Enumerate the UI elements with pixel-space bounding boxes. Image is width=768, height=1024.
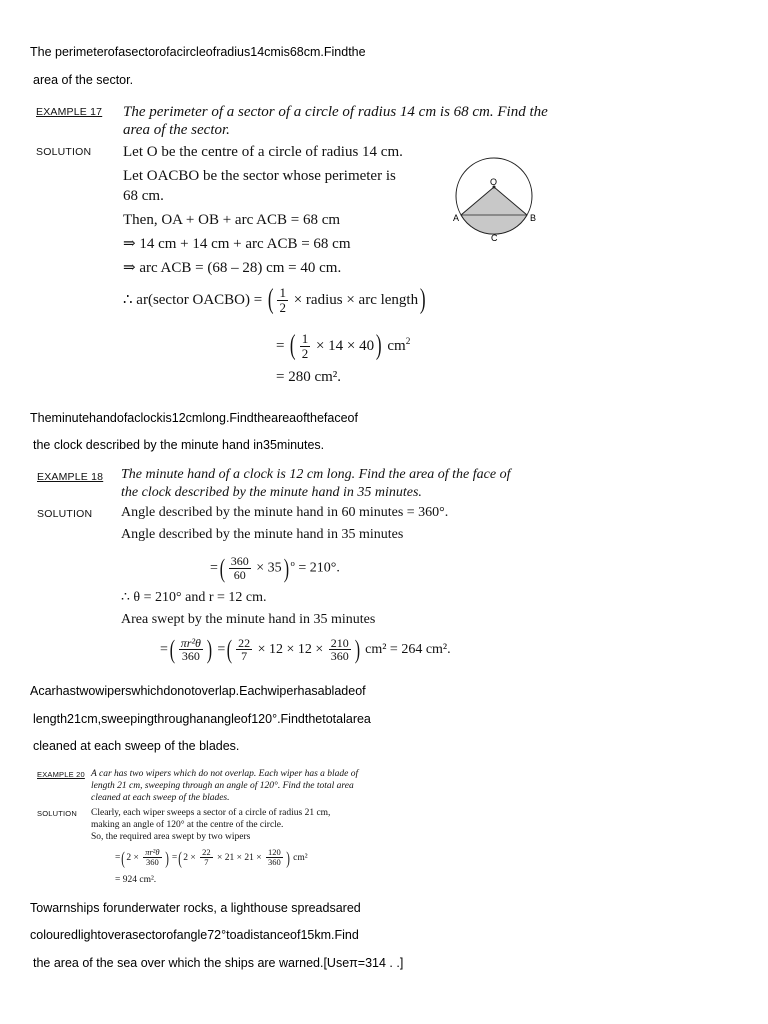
example-17-step-3: Then, OA + OB + arc ACB = 68 cm bbox=[123, 212, 341, 228]
example-20-step-5: = 924 cm². bbox=[115, 875, 157, 885]
fraction-numerator: 360 bbox=[230, 554, 249, 569]
example-17-step-8: = 280 cm². bbox=[276, 369, 342, 385]
example-17-step-4: ⇒ 14 cm + 14 cm + arc ACB = 68 cm bbox=[123, 236, 351, 252]
example-20-step-1: Clearly, each wiper sweeps a sector of a circle of radius 21 cm, bbox=[91, 808, 331, 818]
example-17-step-5: ⇒ arc ACB = (68 – 28) cm = 40 cm. bbox=[123, 260, 342, 276]
example-18-step-2: Angle described by the minute hand in 35 minutes bbox=[121, 527, 404, 542]
question-4-line-2: colouredlightoverasectorofangle72°toadistanceof15km.Find bbox=[30, 928, 359, 942]
label-c: C bbox=[491, 233, 498, 243]
example-18-step-6-result: cm² = 264 cm². bbox=[365, 642, 451, 657]
label-o: O bbox=[490, 177, 498, 187]
example-20-label: EXAMPLE 20 bbox=[37, 770, 85, 779]
fraction-denominator: 7 bbox=[241, 649, 248, 664]
example-20-step-4-factor: 2 × bbox=[126, 853, 139, 863]
example-20-step-4-product: × 21 × 21 × bbox=[217, 853, 262, 863]
question-4-line-3: the area of the sea over which the ships are warned.[Useπ=314 . .] bbox=[33, 956, 404, 970]
example-20-title-2: length 21 cm, sweeping through an angle of 120°. Find the total area bbox=[91, 781, 354, 791]
question-1-line-2: area of the sector. bbox=[33, 73, 134, 87]
example-17-title-2: area of the sector. bbox=[123, 122, 230, 138]
question-2-line-1: Theminutehandofaclockis12cmlong.Findtheareaofthefaceof bbox=[30, 411, 358, 425]
example-20-step-4-factor-2: 2 × bbox=[183, 853, 196, 863]
question-3-line-3: cleaned at each sweep of the blades. bbox=[33, 739, 240, 753]
example-20-step-3: So, the required area swept by two wipers bbox=[91, 832, 251, 842]
fraction-numerator: 120 bbox=[267, 847, 281, 858]
example-17-step-6: ∴ ar(sector OACBO) = ( $\frac{1}{2}$ × radius × arc length) bbox=[123, 284, 426, 316]
example-18-title-1: The minute hand of a clock is 12 cm long. Find the area of the face of bbox=[121, 467, 511, 482]
example-18-step-6: =( $\frac{\text{πr²θ}}{360}$ ) =( $\frac{22}{7}$ × 12 × 12 × $\frac{210}{360}$ ) cm² = 264 cm². bbox=[160, 634, 451, 665]
question-3-line-1: Acarhastwowiperswhichdonotoverlap.Eachwiperhasabladeof bbox=[30, 684, 366, 698]
example-18-step-3: =( $\frac{360}{60}$ × 35) $^o$ = 210°. bbox=[210, 553, 340, 584]
example-17-step-7-unit: cm bbox=[387, 338, 406, 354]
example-20-solution-label: SOLUTION bbox=[37, 809, 77, 818]
example-18-label: EXAMPLE 18 bbox=[37, 471, 104, 483]
fraction-numerator: 1 bbox=[279, 285, 286, 301]
example-18-step-5: Area swept by the minute hand in 35 minutes bbox=[121, 612, 376, 627]
example-17-title-1: The perimeter of a sector of a circle of radius 14 cm is 68 cm. Find the bbox=[123, 104, 548, 120]
example-20-title-3: cleaned at each sweep of the blades. bbox=[91, 793, 230, 803]
example-18-step-3-result: = 210°. bbox=[298, 560, 340, 576]
fraction-denominator: 360 bbox=[267, 857, 281, 868]
example-20-title-1: A car has two wipers which do not overlap. Each wiper has a blade of bbox=[91, 769, 359, 779]
fraction-denominator: 360 bbox=[146, 857, 159, 868]
fraction-numerator: 22 bbox=[238, 635, 251, 650]
label-a: A bbox=[453, 213, 460, 223]
fraction-denominator: 360 bbox=[330, 649, 349, 664]
example-18-solution-label: SOLUTION bbox=[37, 508, 93, 520]
question-3-line-2: length21cm,sweepingthroughanangleof120°.Findthetotalarea bbox=[33, 712, 371, 726]
example-18-step-6-product: × 12 × 12 × bbox=[257, 642, 324, 657]
example-17-step-7-eq: = bbox=[276, 338, 285, 354]
example-17-step-6-suffix: × radius × arc length bbox=[293, 292, 419, 308]
example-17-label: EXAMPLE 17 bbox=[36, 106, 103, 118]
example-17-step-1: Let O be the centre of a circle of radius 14 cm. bbox=[123, 144, 403, 160]
example-17-step-2b: 68 cm. bbox=[123, 188, 164, 204]
sector-shaded bbox=[461, 187, 527, 234]
example-20-step-4-unit: cm² bbox=[293, 853, 308, 863]
example-18-title-2: the clock described by the minute hand in 35 minutes. bbox=[121, 485, 422, 500]
fraction-numerator: 1 bbox=[301, 331, 309, 347]
example-17-step-6-prefix: ∴ ar(sector OACBO) = bbox=[123, 292, 263, 308]
example-18-step-1: Angle described by the minute hand in 60 minutes = 360°. bbox=[121, 505, 449, 520]
fraction-denominator: 7 bbox=[204, 857, 209, 868]
example-17-step-7: = ( $\frac{1}{2}$ × 14 × 40) $cm^2$ bbox=[276, 330, 411, 362]
fraction-denominator: 2 bbox=[279, 300, 286, 316]
example-17-step-7-product: × 14 × 40 bbox=[315, 338, 375, 354]
fraction-numerator: πr²θ bbox=[145, 847, 160, 858]
example-20-step-4: =(2 × $\frac{\text{πr²θ}}{360}$ ) =(2 × $\frac{22}{7}$ × 21 × 21 × $\frac{120}{360}$ ) cm² bbox=[115, 847, 308, 868]
fraction-denominator: 2 bbox=[301, 346, 309, 362]
example-18-step-4: ∴ θ = 210° and r = 12 cm. bbox=[121, 590, 267, 605]
fraction-denominator: 360 bbox=[181, 649, 200, 664]
fraction-numerator: 22 bbox=[202, 847, 211, 858]
question-2-line-2: the clock described by the minute hand in35minutes. bbox=[33, 438, 325, 452]
example-18-step-3-product: × 35 bbox=[256, 560, 282, 576]
label-b: B bbox=[530, 213, 537, 223]
fraction-numerator: πr²θ bbox=[180, 635, 201, 650]
question-1-line-1: The perimeterofasectorofacircleofradius14cmis68cm.Findthe bbox=[30, 45, 366, 59]
example-17-step-2a: Let OACBO be the sector whose perimeter is bbox=[123, 168, 396, 184]
example-17-solution-label: SOLUTION bbox=[36, 146, 92, 158]
sector-diagram bbox=[452, 150, 542, 245]
question-4-line-1: Towarnships forunderwater rocks, a lighthouse spreadsared bbox=[30, 901, 361, 915]
fraction-denominator: 60 bbox=[233, 567, 246, 582]
fraction-numerator: 210 bbox=[330, 635, 349, 650]
example-20-step-2: making an angle of 120° at the centre of the circle. bbox=[91, 820, 284, 830]
